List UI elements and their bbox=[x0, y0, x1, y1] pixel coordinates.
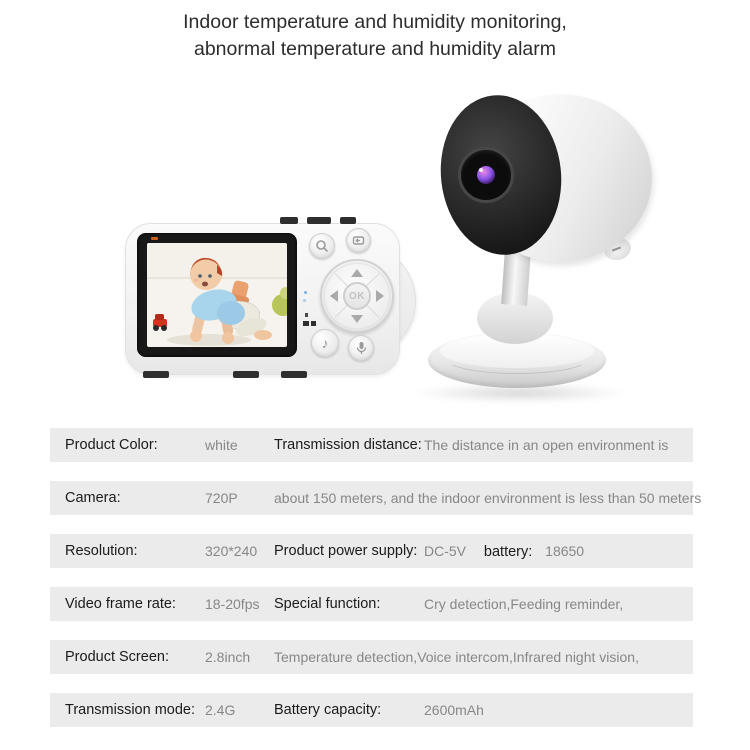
monitor-top-button bbox=[340, 217, 356, 224]
camera-base-groove bbox=[444, 342, 590, 374]
mic-hole bbox=[305, 313, 308, 317]
monitor-bottom-foot bbox=[143, 371, 169, 378]
music-button bbox=[311, 329, 339, 357]
monitor-bottom-foot bbox=[281, 371, 307, 378]
talk-button bbox=[348, 335, 374, 361]
product-image bbox=[0, 80, 750, 425]
spec-label: Transmission mode: bbox=[65, 702, 196, 718]
spec-label: Product Screen: bbox=[65, 649, 169, 665]
spec-value: 320*240 bbox=[205, 543, 258, 559]
spec-value: 18-20fps bbox=[205, 596, 260, 612]
spec-table bbox=[50, 428, 702, 746]
spec-label: Product Color: bbox=[65, 437, 158, 453]
spec-label: Product power supply: bbox=[274, 543, 418, 559]
return-icon bbox=[352, 234, 365, 247]
dpad-down-icon bbox=[351, 315, 363, 323]
record-led bbox=[151, 237, 158, 240]
spec-label: Video frame rate: bbox=[65, 596, 176, 612]
camera-neck bbox=[501, 250, 531, 306]
page-title bbox=[0, 9, 750, 63]
spec-value bbox=[424, 543, 693, 560]
battery-value: 18650 bbox=[545, 542, 585, 559]
spec-value: 720P bbox=[205, 490, 238, 506]
spec-row-product-color bbox=[50, 428, 693, 462]
status-led bbox=[303, 299, 306, 302]
battery-mark bbox=[303, 321, 309, 326]
magnifier-icon bbox=[315, 239, 329, 253]
ok-button bbox=[343, 282, 371, 310]
spec-label: Battery capacity: bbox=[274, 702, 382, 718]
ok-button-label: OK bbox=[349, 290, 365, 302]
monitor-bottom-foot bbox=[233, 371, 259, 378]
battery-label: battery: bbox=[483, 543, 533, 560]
music-note-icon: ♪ bbox=[321, 335, 329, 351]
spec-value: Cry detection,Feeding reminder, bbox=[424, 596, 624, 612]
lens-glint bbox=[479, 168, 483, 172]
dpad-right-icon bbox=[376, 290, 384, 302]
dpad-left-icon bbox=[330, 290, 338, 302]
page-title-line2: abnormal temperature and humidity alarm bbox=[193, 38, 556, 60]
spec-label: Special function: bbox=[274, 596, 381, 612]
spec-value: The distance in an open environment is bbox=[424, 437, 669, 453]
power-value: DC-5V bbox=[424, 542, 467, 559]
spec-value: 2.4G bbox=[205, 702, 236, 718]
spec-label: Camera: bbox=[65, 490, 121, 506]
spec-row-resolution bbox=[50, 534, 693, 568]
page-title-line1: Indoor temperature and humidity monitoring, bbox=[183, 11, 567, 33]
spec-value: white bbox=[205, 437, 238, 453]
spec-label: Transmission distance: bbox=[274, 437, 422, 453]
monitor-top-button bbox=[280, 217, 298, 224]
battery-mark bbox=[311, 321, 316, 326]
spec-row-frame-rate bbox=[50, 587, 693, 621]
microphone-icon bbox=[355, 341, 368, 355]
spec-value: 2600mAh bbox=[424, 702, 484, 718]
zoom-button bbox=[309, 233, 335, 259]
spec-row-screen bbox=[50, 640, 693, 674]
status-led bbox=[304, 291, 307, 294]
monitor-screen-image bbox=[147, 243, 287, 347]
spec-row-transmission-mode bbox=[50, 693, 693, 727]
spec-value: 2.8inch bbox=[205, 649, 251, 665]
monitor-top-button bbox=[307, 217, 331, 224]
dpad-up-icon bbox=[351, 269, 363, 277]
spec-value: about 150 meters, and the indoor environment is less than 50 meters bbox=[274, 490, 702, 506]
menu-button bbox=[346, 228, 371, 253]
spec-label: Resolution: bbox=[65, 543, 138, 559]
spec-row-camera bbox=[50, 481, 702, 515]
baby-video-frame bbox=[147, 243, 287, 347]
spec-value: Temperature detection,Voice intercom,Infrared night vision, bbox=[274, 649, 639, 665]
